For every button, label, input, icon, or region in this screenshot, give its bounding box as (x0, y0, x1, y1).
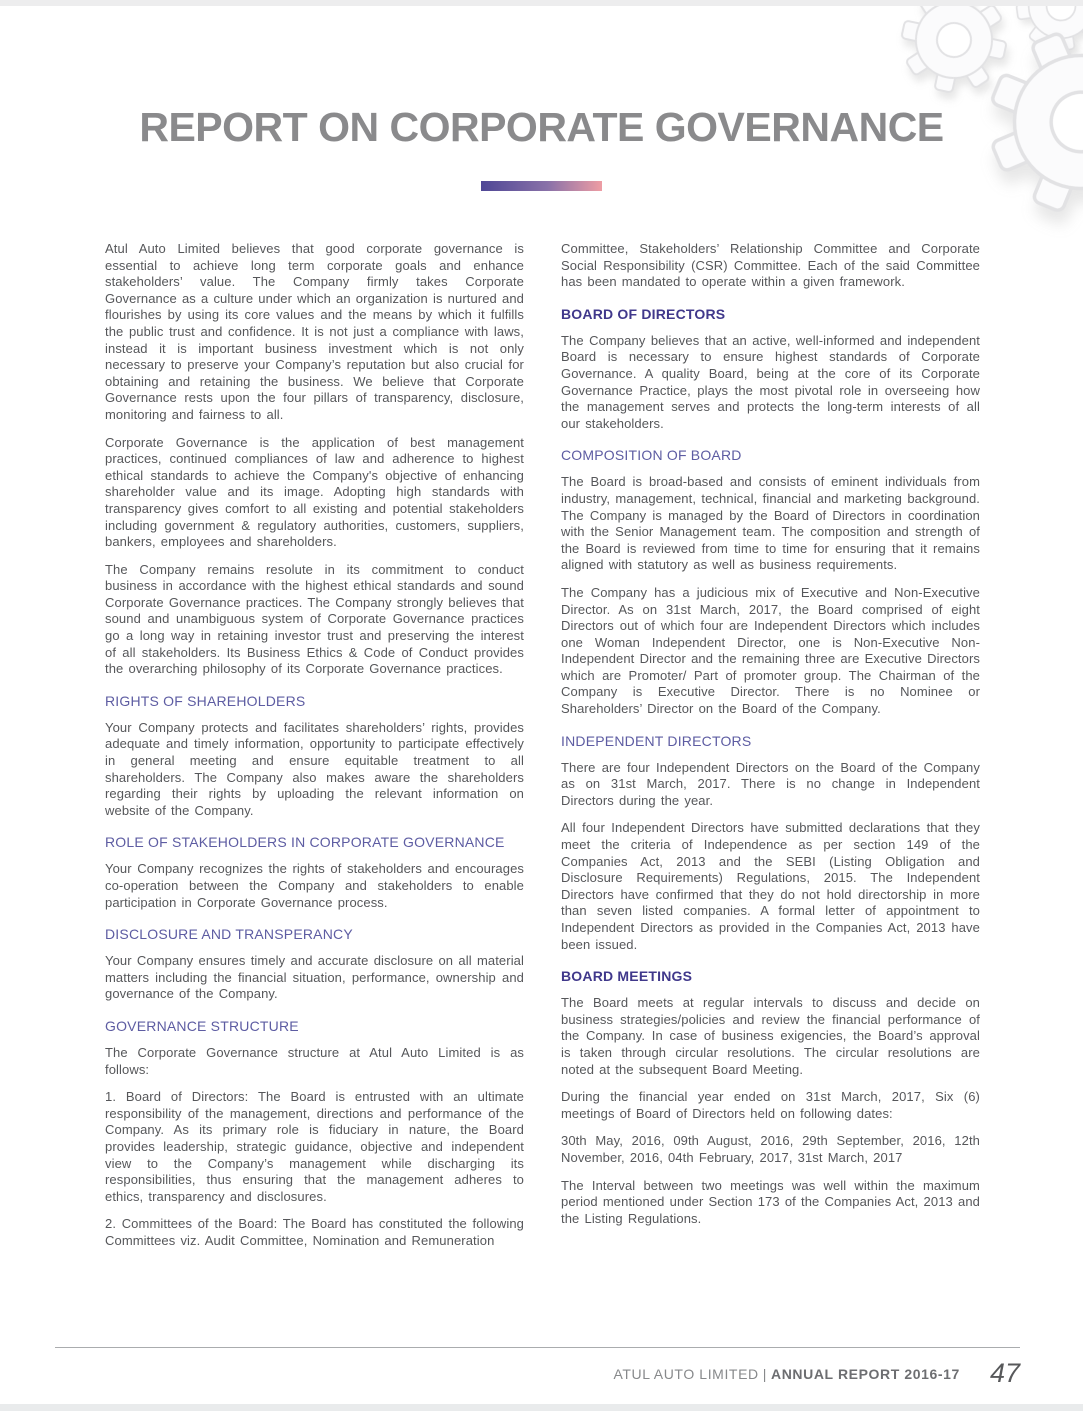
paragraph: There are four Independent Directors on the Board of the Company as on 31st March, 2017. There is no change in Independent Directors during the year. (561, 759, 980, 808)
page-bottom-edge (0, 1404, 1083, 1411)
paragraph: Your Company protects and facilitates shareholders’ rights, provides adequate and timely information, opportunity to participate effectively in general meeting and ensure equitable treatment to all shareholders. The Company also makes aware the shareholders regarding their rights by uploading the relevant information on website of the Company. (105, 719, 524, 818)
footer-report-label (613, 1366, 960, 1382)
paragraph: 2. Committees of the Board: The Board has constituted the following Committees viz. Audit Committee, Nomination and Remuneration (105, 1216, 524, 1248)
paragraph: Your Company ensures timely and accurate disclosure on all material matters including the financial situation, performance, ownership and governance of the Company. (105, 953, 524, 1002)
section-heading-rights-of-shareholders: RIGHTS OF SHAREHOLDERS (105, 692, 306, 709)
paragraph: The Company remains resolute in its commitment to conduct business in accordance with the highest ethical standards and sound Corporate Governance practices. The Company strongly believes that sound and unambiguous system of Corporate Governance practices go a long way in retaining investor trust and preserving the interest of all stakeholders. Its Business Ethics & Code of Conduct provides the overarching philosophy of its Corporate Governance practices. (105, 561, 524, 677)
right-column (561, 241, 980, 1261)
paragraph: During the financial year ended on 31st March, 2017, Six (6) meetings of Board of Directors held on following dates: (561, 1089, 980, 1121)
section-heading-disclosure-and-transparency: DISCLOSURE AND TRANSPERANCY (105, 926, 353, 943)
page-top-edge (0, 0, 1083, 6)
section-heading-composition-of-board: COMPOSITION OF BOARD (561, 447, 742, 464)
section-heading-independent-directors: INDEPENDENT DIRECTORS (561, 732, 752, 749)
paragraph: 30th May, 2016, 09th August, 2016, 29th September, 2016, 12th November, 2016, 04th February, 2017, 31st March, 2017 (561, 1133, 980, 1165)
paragraph: Atul Auto Limited believes that good corporate governance is essential to achieve long term corporate goals and enhance stakeholders’ value. The Company firmly takes Corporate Governance as a culture under which an organization is nurtured and flourishes by using its core values and the means by which it fulfills the public trust and confidence. It is not just a compliance with laws, instead it is important business investment which is not only necessary to preserve your Company’s reputation but also crucial for obtaining and retaining the business. We believe that Corporate Governance rests upon the four pillars of transparency, disclosure, monitoring and fairness to all. (105, 241, 524, 422)
page-number: 47 (989, 1358, 1020, 1388)
paragraph: The Company believes that an active, well-informed and independent Board is necessary to ensure highest standards of Corporate Governance. A quality Board, being at the core of its Corporate Governance Practice, plays the most pivotal role in overseeing how the management serves and protects the long-term interests of all our stakeholders. (561, 332, 980, 431)
paragraph: 1. Board of Directors: The Board is entrusted with an ultimate responsibility of the management, directions and performance of the Company. As its primary role is fiduciary in nature, the Board provides leadership, strategic guidance, objective and independent view to the Company’s management while discharging its responsibilities, thus ensuring that the management adheres to ethics, transparency and disclosures. (105, 1089, 524, 1204)
section-heading-role-of-stakeholders: ROLE OF STAKEHOLDERS IN CORPORATE GOVERNANCE (105, 834, 505, 851)
left-column (105, 241, 524, 1261)
page-footer (55, 1347, 1020, 1387)
paragraph: Committee, Stakeholders’ Relationship Committee and Corporate Social Responsibility (CSR) Committee. Each of the said Committee has been mandated to operate within a given framework. (561, 241, 980, 290)
footer-separator: | (762, 1365, 767, 1382)
paragraph: Corporate Governance is the application of best management practices, continued compliances of law and adherence to highest ethical standards to achieve the Company's objective of enhancing shareholder value and its image. Adopting high standards with transparency gives comfort to all existing and potential stakeholders including government & regulatory authorities, customers, suppliers, bankers, employees and shareholders. (105, 434, 524, 550)
footer-report-title: ANNUAL REPORT 2016-17 (771, 1365, 960, 1382)
footer-company-name: ATUL AUTO LIMITED (613, 1365, 759, 1382)
section-heading-board-of-directors: BOARD OF DIRECTORS (561, 305, 726, 322)
paragraph: All four Independent Directors have submitted declarations that they meet the criteria of Independence as per section 149 of the Companies Act, 2013 and the SEBI (Listing Obligation and Disclosure Requirements) Regulations, 2015. The Independent Directors have confirmed that they do not hold directorship in more than seven listed companies. A formal letter of appointment to Independent Directors as provided in the Companies Act, 2013 have been issued. (561, 820, 980, 952)
paragraph: The Company has a judicious mix of Executive and Non-Executive Director. As on 31st March, 2017, the Board comprised of eight Directors out of which four are Independent Directors which includes one Woman Independent Director, one is Non-Executive Non-Independent Director and the remaining three are Executive Directors which are Promoter/ Part of promoter group. The Chairman of the Company is Executive Director. There is no Nominee or Shareholders’ Director on the Board of the Company. (561, 584, 980, 717)
paragraph: The Interval between two meetings was well within the maximum period mentioned under Section 173 of the Companies Act, 2013 and the Listing Regulations. (561, 1177, 980, 1226)
page-title: REPORT ON CORPORATE GOVERNANCE (139, 104, 944, 150)
two-column-body (105, 241, 980, 1261)
section-heading-governance-structure: GOVERNANCE STRUCTURE (105, 1017, 299, 1034)
paragraph: Your Company recognizes the rights of stakeholders and encourages co-operation between the Company and stakeholders to enable participation in Corporate Governance process. (105, 861, 524, 910)
section-heading-board-meetings: BOARD MEETINGS (561, 968, 693, 985)
paragraph: The Board meets at regular intervals to discuss and decide on business strategies/policies and review the financial performance of the Company. In case of business exigencies, the Board’s approval is taken through circular resolutions. The circular resolutions are noted at the subsequent Board Meeting. (561, 995, 980, 1077)
paragraph: The Board is broad-based and consists of eminent individuals from industry, management, technical, financial and marketing background. The Company is managed by the Board of Directors in coordination with the Senior Management team. The composition and strength of the Board is reviewed from time to time for ensuring that it remains aligned with statutory as well as business requirements. (561, 474, 980, 573)
paragraph: The Corporate Governance structure at Atul Auto Limited is as follows: (105, 1044, 524, 1077)
title-accent-bar (481, 181, 602, 191)
